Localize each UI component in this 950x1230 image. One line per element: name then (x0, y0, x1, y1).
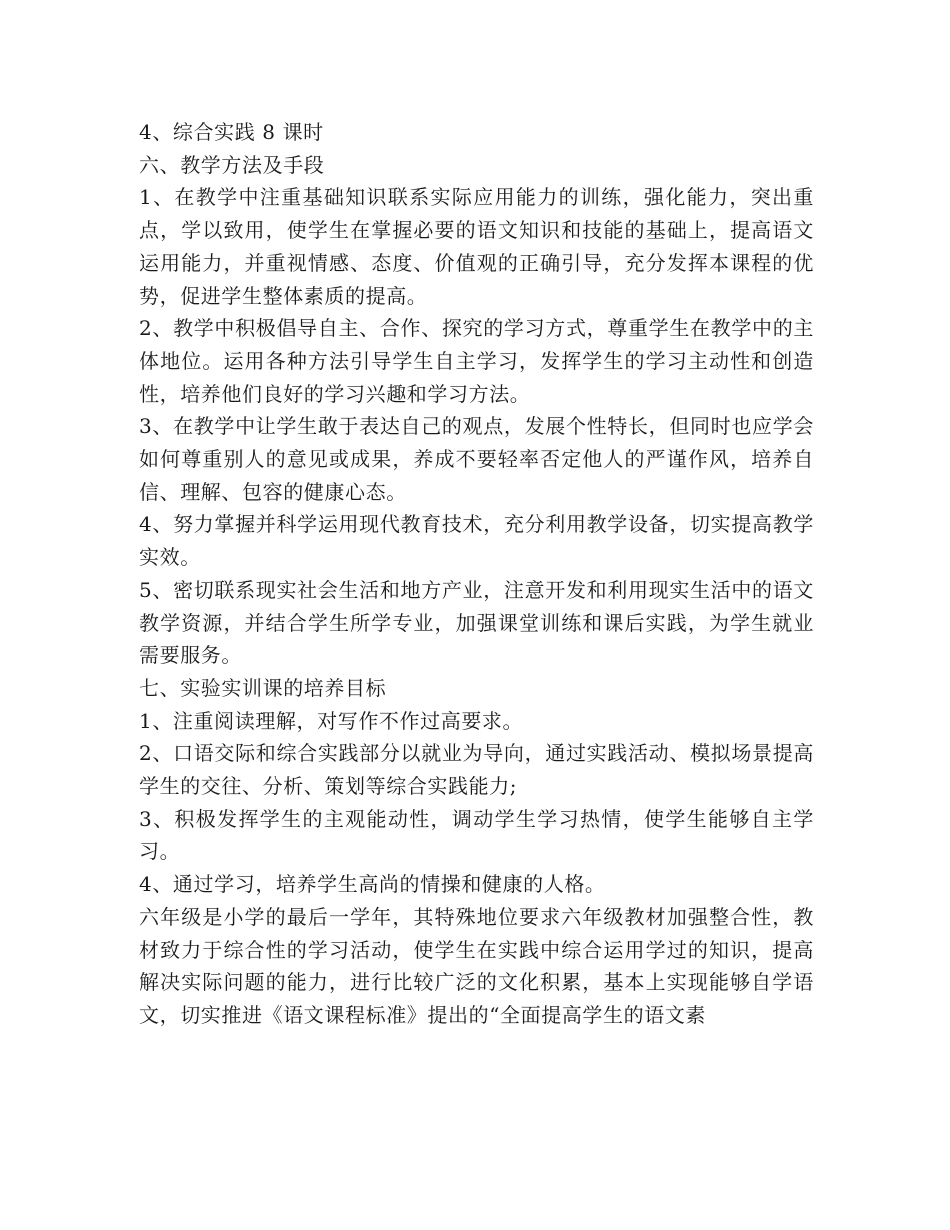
paragraph-goal-2: 2、口语交际和综合实践部分以就业为导向，通过实践活动、模拟场景提高学生的交往、分析、策划等综合实践能力; (139, 741, 814, 799)
paragraph-method-3: 3、在教学中让学生敢于表达自己的观点，发展个性特长，但同时也应学会如何尊重别人的意见或成果，养成不要轻率否定他人的严谨作风，培养自信、理解、包容的健康心态。 (139, 414, 814, 504)
paragraph-goal-4: 4、通过学习，培养学生高尚的情操和健康的人格。 (139, 872, 606, 897)
paragraph-method-5: 5、密切联系现实社会生活和地方产业，注意开发和利用现实生活中的语文教学资源，并结合学生所学专业，加强课堂训练和课后实践，为学生就业需要服务。 (139, 577, 814, 668)
paragraph-goal-1: 1、注重阅读理解，对写作不作过高要求。 (139, 708, 524, 733)
paragraph-practice-hours: 4、综合实践 8 课时 (139, 120, 324, 144)
paragraph-method-2: 2、教学中积极倡导自主、合作、探究的学习方式，尊重学生在教学中的主体地位。运用各种方法引导学生自主学习，发挥学生的学习主动性和创造性，培养他们良好的学习兴趣和学习方法。 (139, 316, 814, 406)
paragraph-method-4: 4、努力掌握并科学运用现代教育技术，充分利用教学设备，切实提高教学实效。 (139, 512, 814, 570)
heading-training-goals: 七、实验实训课的培养目标 (139, 675, 387, 700)
paragraph-goal-3: 3、积极发挥学生的主观能动性，调动学生学习热情，使学生能够自主学习。 (139, 806, 814, 864)
document-body (139, 116, 814, 1032)
heading-teaching-methods: 六、教学方法及手段 (139, 152, 325, 177)
paragraph-grade-six: 六年级是小学的最后一学年，其特殊地位要求六年级教材加强整合性，教材致力于综合性的学习活动，使学生在实践中综合运用学过的知识，提高解决实际问题的能力，进行比较广泛的文化积累，基本上实现能够自学语文，切实推进《语文课程标准》提出的“全面提高学生的语文素 (139, 904, 814, 1027)
paragraph-method-1: 1、在教学中注重基础知识联系实际应用能力的训练，强化能力，突出重点，学以致用，使学生在掌握必要的语文知识和技能的基础上，提高语文运用能力，并重视情感、态度、价值观的正确引导，充分发挥本课程的优势，促进学生整体素质的提高。 (139, 185, 814, 308)
